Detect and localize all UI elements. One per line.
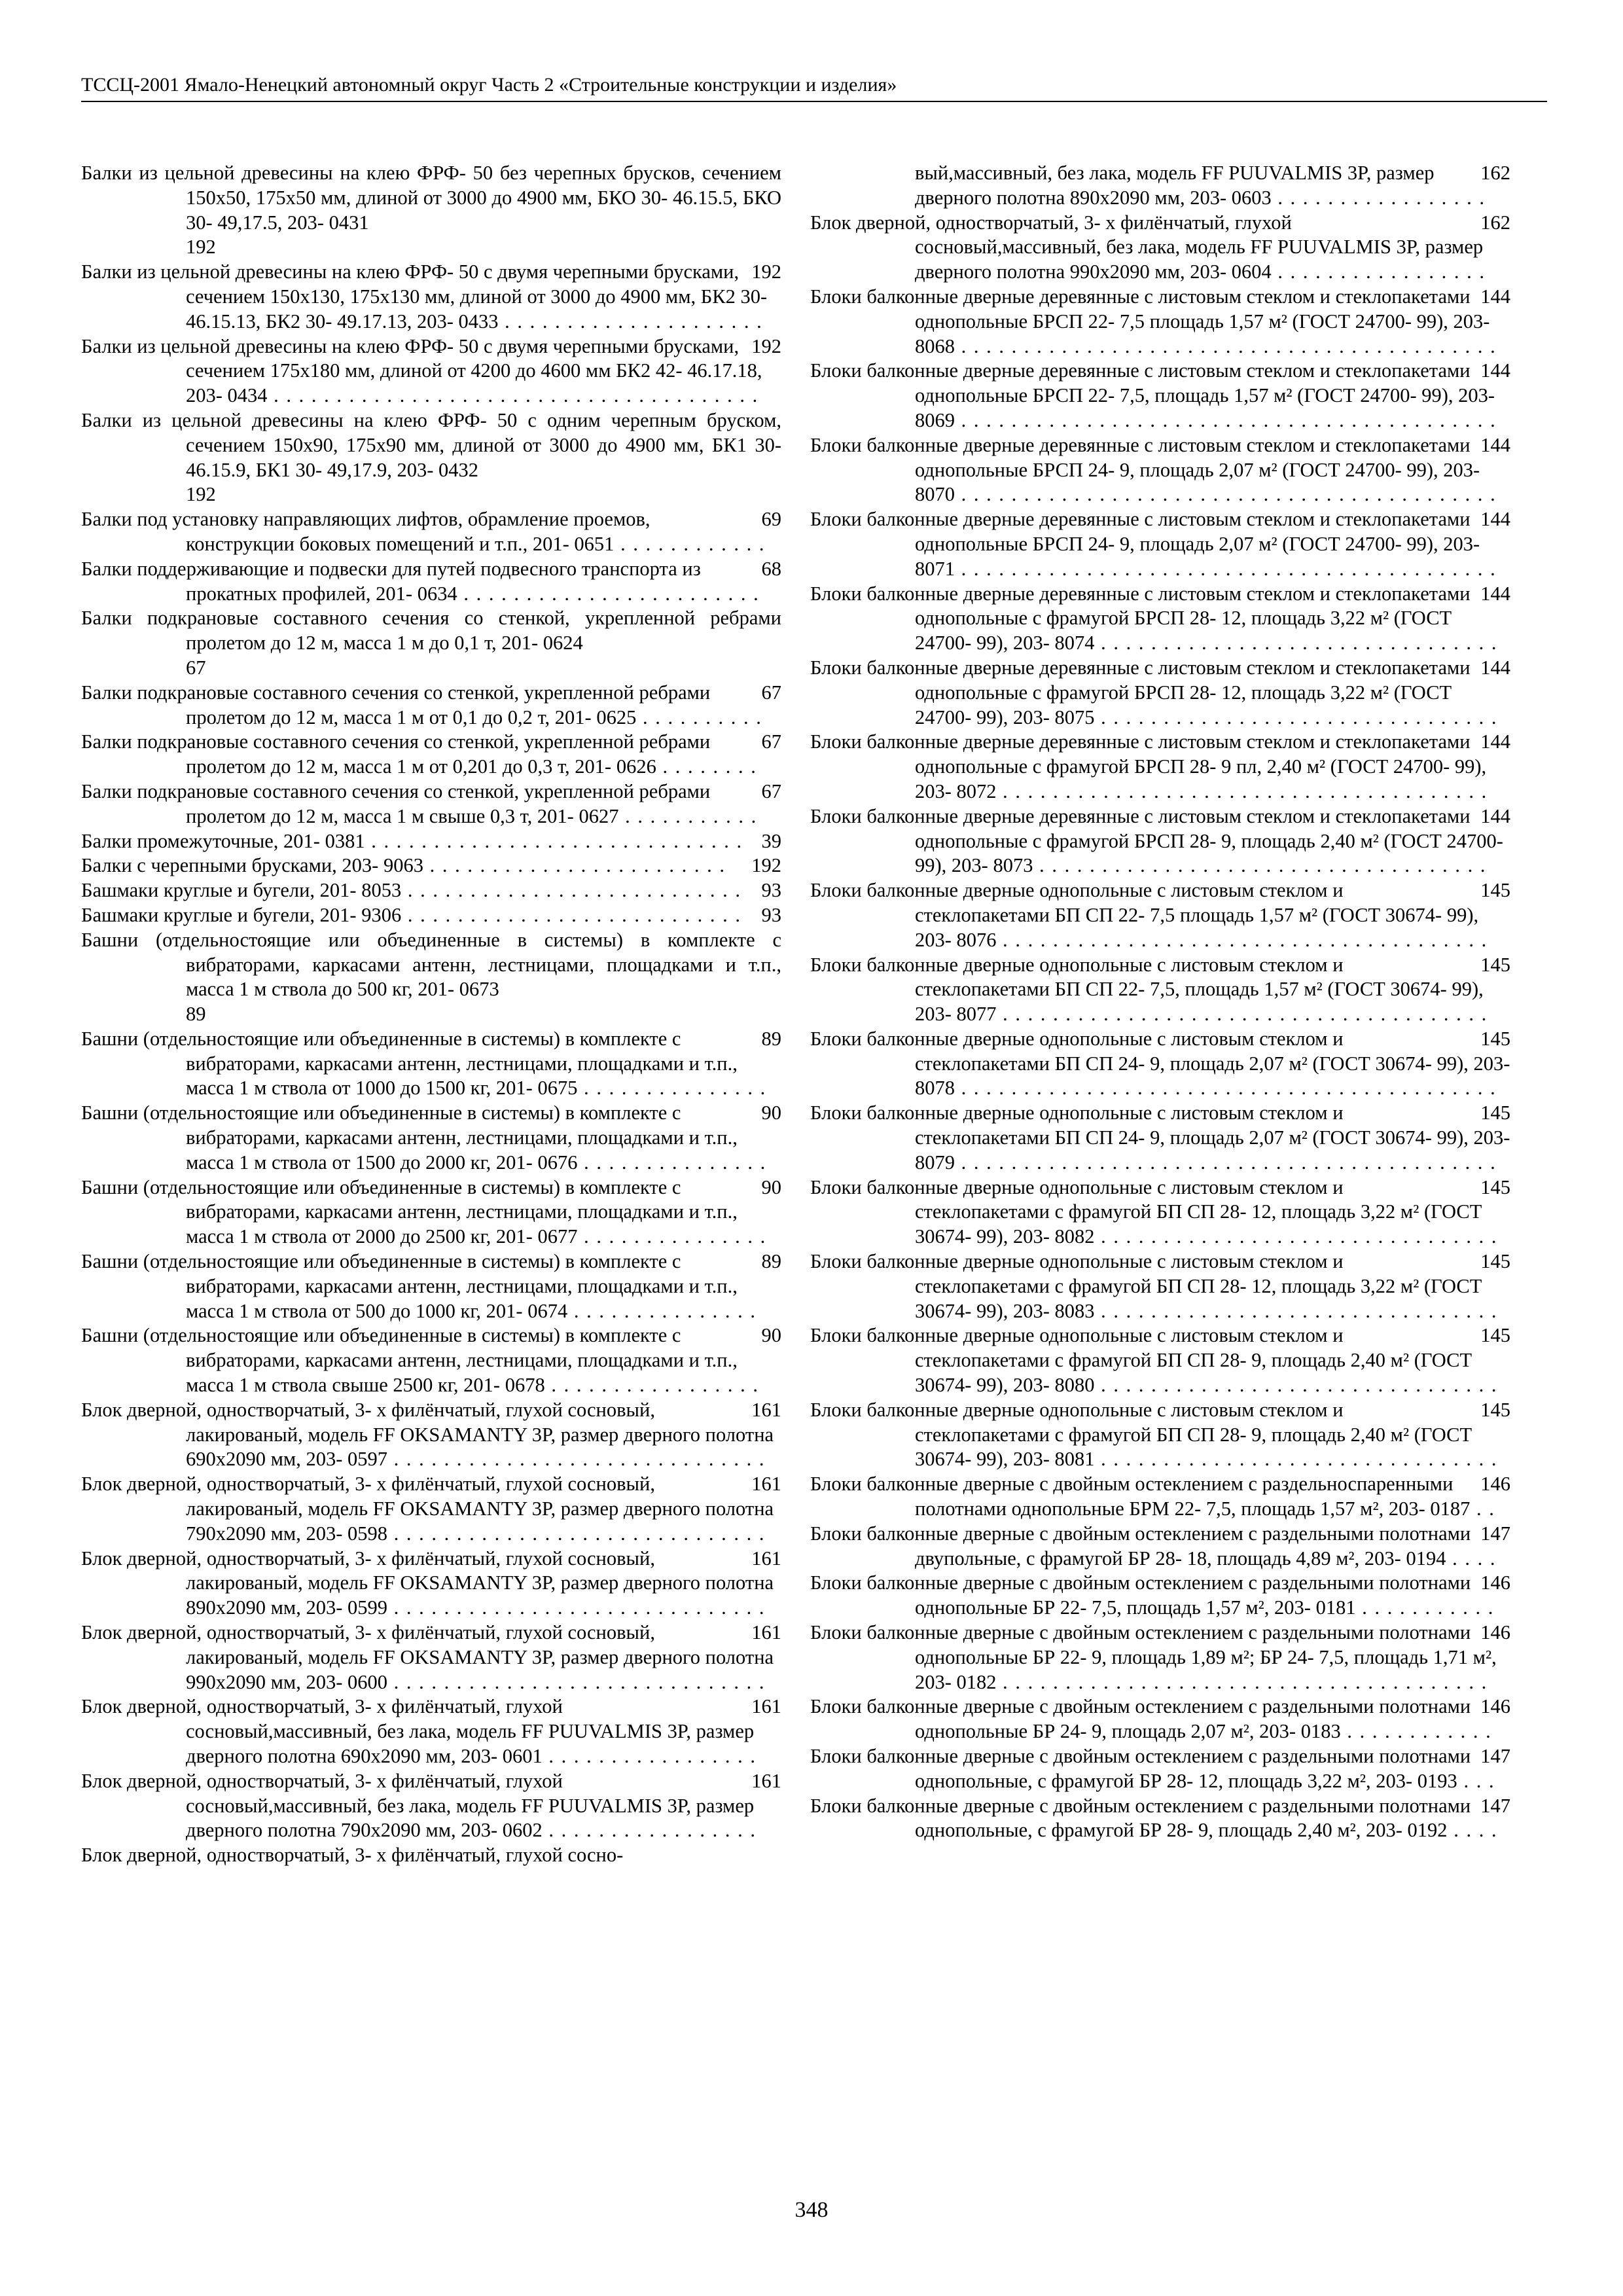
index-entry-page: 147 — [1478, 1794, 1510, 1819]
page-number: 348 — [794, 2198, 829, 2222]
dot-leader: . . . . . . . . . . . . . . . . . . . . . . . . . . . . . . . . . . . . . . . . . . . — [955, 334, 1497, 357]
index-entry — [810, 1472, 1510, 1522]
dot-leader: . . . . . . . . . . . . — [1340, 1720, 1492, 1743]
dot-leader: . . . . . . . . . . . . . . . — [577, 1151, 767, 1174]
index-entry — [810, 1794, 1510, 1844]
index-entry-text: Блоки балконные дверные деревянные с листовым стеклом и стеклопакетами однопольные БРСП 22- 7,5 площадь 1,57 м² (ГОСТ 24700- 99), 203- 8068 — [810, 285, 1490, 357]
dot-leader: . . . . . . . . — [656, 755, 757, 778]
index-entry-text: Башни (отдельностоящие или объединенные в системы) в комплекте с вибраторами, каркасами антенн, лестницами, площадками и т.п., масса 1 м ствола свыше 2500 кг, 201- 0678 — [81, 1324, 738, 1397]
dot-leader: . . . . . . . . . . . . . . . . . . . . . . . . . . . . . . . . . . . . . . . — [996, 1670, 1488, 1693]
index-entry-page: 147 — [1478, 1744, 1510, 1769]
dot-leader: . . . . . . . . . . . . . . . . . . . . . . . . . . . . . . . . — [1094, 1448, 1498, 1471]
dot-leader: . . . . . . . . . . . . . . . . . . . . . . . . . . . . . . — [387, 1448, 766, 1471]
index-entry — [81, 260, 781, 334]
index-entry — [81, 1843, 781, 1868]
index-entry — [81, 903, 781, 928]
index-entry-page: 89 — [759, 1027, 782, 1052]
index-entry — [81, 1175, 781, 1249]
index-entry — [81, 507, 781, 557]
index-entry — [810, 359, 1510, 433]
dot-leader: . . . . . . . . . . . . . . . — [577, 1077, 767, 1100]
index-entry-text: Блоки балконные дверные деревянные с листовым стеклом и стеклопакетами однопольные с фрамугой БРСП 28- 9 пл, 2,40 м² (ГОСТ 24700- 99), 203- 8072 — [810, 730, 1487, 802]
index-entry — [81, 1769, 781, 1843]
index-entry-text: Башни (отдельностоящие или объединенные в системы) в комплекте с вибраторами, каркасами антенн, лестницами, площадками и т.п., масса 1 м ствола от 500 до 1000 кг, 201- 0674 — [81, 1250, 738, 1322]
index-entry — [810, 730, 1510, 804]
index-entry-text: Балки под установку направляющих лифтов, обрамление проемов, конструкции боковых помещений и т.п., 201- 0651 — [81, 508, 651, 555]
index-entry-text: Блоки балконные дверные однопольные с листовым стеклом и стеклопакетами с фрамугой БП СП 28- 9, площадь 2,40 м² (ГОСТ 30674- 99), 203- 8080 — [810, 1324, 1472, 1397]
dot-leader: . . . . — [1446, 1547, 1497, 1570]
index-entry-text: Блоки балконные дверные с двойным остеклением с раздельными полотнами однопольные БР 24- 9, площадь 2,07 м², 203- 0183 — [810, 1695, 1471, 1743]
index-entry-page: 146 — [1478, 1621, 1510, 1645]
index-entry-text: Блоки балконные дверные деревянные с листовым стеклом и стеклопакетами однопольные БРСП 24- 9, площадь 2,07 м² (ГОСТ 24700- 99), 203- 8071 — [810, 508, 1480, 580]
dot-leader: . . . . . . . . . . . . . . . . . . . . . . . . . . . . . . . . . . . . . . . — [996, 928, 1488, 951]
index-entry — [810, 953, 1510, 1027]
index-entry-page: 161 — [749, 1547, 781, 1571]
index-entry — [81, 853, 781, 878]
index-entry-text: Башмаки круглые и бугели, 201- 8053 — [81, 879, 402, 902]
index-entry-page: 89 — [759, 1249, 782, 1274]
index-entry — [810, 1027, 1510, 1101]
index-entry-page: 145 — [1478, 1027, 1510, 1052]
index-entry-text: Башни (отдельностоящие или объединенные в системы) в комплекте с вибраторами, каркасами антенн, лестницами, площадками и т.п., масса 1 м ствола от 1500 до 2000 кг, 201- 0676 — [81, 1102, 738, 1174]
index-entry-text: Балки подкрановые составного сечения со стенкой, укрепленной ребрами пролетом до 12 м, масса 1 м от 0,201 до 0,3 т, 201- 0626 — [81, 730, 711, 778]
dot-leader: . . . . . . . . . . . . . . . . . . . . . . . . . . . — [401, 903, 741, 926]
index-entry — [81, 1695, 781, 1768]
index-entry — [81, 780, 781, 829]
index-entry — [81, 1101, 781, 1175]
index-entry-page: 146 — [1478, 1571, 1510, 1596]
index-entry — [810, 1621, 1510, 1695]
index-entry — [810, 1695, 1510, 1744]
index-entry — [810, 161, 1510, 211]
dot-leader: . . . . . . . . . . . . . . . . . — [544, 1374, 759, 1397]
index-entry-page: 90 — [759, 1175, 782, 1200]
index-entry — [81, 1249, 781, 1323]
dot-leader: . . . . . . . . . . . . . . . . . . . . . . . . — [423, 854, 726, 877]
dot-leader: . . — [1470, 1498, 1495, 1520]
index-entry-page: 161 — [749, 1472, 781, 1497]
index-entry-page: 67 — [759, 780, 782, 804]
dot-leader: . . . . . . . . . . . . . . . . . . . . . . . . . . . . . . . . . . . . . . . . . . . — [955, 1151, 1497, 1174]
index-entry — [810, 1323, 1510, 1397]
index-entry-text: Блоки балконные дверные однопольные с листовым стеклом и стеклопакетами БП СП 22- 7,5, площадь 1,57 м² (ГОСТ 30674- 99), 203- 8077 — [810, 953, 1484, 1026]
index-entry — [81, 557, 781, 607]
index-entry-text: Балки подкрановые составного сечения со стенкой, укрепленной ребрами пролетом до 12 м, масса 1 м до 0,1 т, 201- 0624 — [81, 607, 781, 655]
index-entry-text: Башмаки круглые и бугели, 201- 9306 — [81, 903, 402, 926]
dot-leader: . . . . . . . . . . . — [1355, 1596, 1495, 1619]
dot-leader: . . . . . . . . . . . . . . . . . — [542, 1745, 757, 1767]
index-entry-text: Блоки балконные дверные с двойным остеклением с раздельноспаренными полотнами однопольные БРМ 22- 7,5, площадь 1,57 м², 203- 0187 — [810, 1473, 1471, 1520]
index-entry-page: 145 — [1478, 1249, 1510, 1274]
index-entry-text: Блоки балконные дверные с двойным остеклением с раздельными полотнами однопольные БР 22- 9, площадь 1,89 м²; БР 24- 7,5, площадь 1,71 м², 203- 0182 — [810, 1621, 1497, 1693]
index-entry-text: Блоки балконные дверные с двойным остеклением с раздельными полотнами однопольные БР 22- 7,5, площадь 1,57 м², 203- 0181 — [810, 1571, 1471, 1619]
index-entry-page: 93 — [759, 878, 782, 903]
dot-leader: . . . . . . . . . . . — [618, 804, 758, 827]
index-entry-text: Балки подкрановые составного сечения со стенкой, укрепленной ребрами пролетом до 12 м, масса 1 м от 0,1 до 0,2 т, 201- 0625 — [81, 681, 711, 728]
dot-leader: . . . . . . . . . . . . . . . . . . . . . . . . . . . . . . . . . . . . . . . . . . . — [955, 1077, 1497, 1100]
dot-leader: . . . . . . . . . . . . . . . . . — [1271, 186, 1486, 209]
index-entry-text: Блок дверной, одностворчатый, 3- х филёнчатый, глухой сосновый, лакированый, модель FF OKSAMANTY 3P, размер дверного полотна 690х2090 мм, 203- 0597 — [81, 1398, 774, 1471]
index-entry — [810, 804, 1510, 878]
index-entry-page: 93 — [759, 903, 782, 928]
index-entry-page: 144 — [1478, 730, 1510, 755]
dot-leader: . . . . . . . . . . . . . . . . . . . . . . . . . . . . . . . . — [1094, 706, 1498, 728]
index-entry-text: Блоки балконные дверные однопольные с листовым стеклом и стеклопакетами БП СП 22- 7,5 площадь 1,57 м² (ГОСТ 30674- 99), 203- 8076 — [810, 879, 1479, 951]
index-entry-page: 145 — [1478, 1175, 1510, 1200]
index-entry-text: Балки из цельной древесины на клею ФРФ- 50 с двумя черепными брусками, сечением 175х180 мм, длиной от 4200 до 4600 мм БК2 42- 46.17.18, 203- 0434 — [81, 334, 762, 407]
dot-leader: . . . . . . . . . . . . . . . . . . . . . . . . . . . . . . . . . . . . — [1033, 854, 1487, 877]
index-entry — [81, 730, 781, 780]
dot-leader: . . . . . . . . . . . . . . . . . . . . . . . . . . . — [401, 879, 741, 902]
dot-leader: . . . . . . . . . . . . . . . . . . . . . . . . . . . . . . — [387, 1596, 766, 1619]
index-entry — [81, 408, 781, 507]
dot-leader: . . . . . . . . . . . . . . . . . . . . . . . . . . . . . . . . . . . . . . . — [267, 384, 759, 407]
index-entry-page: 69 — [759, 507, 782, 532]
index-entry-page: 144 — [1478, 804, 1510, 829]
index-entry — [810, 211, 1510, 285]
index-entry-page: 144 — [1478, 433, 1510, 458]
index-entry-page: 192 — [749, 853, 781, 878]
index-entry-text: Блоки балконные дверные деревянные с листовым стеклом и стеклопакетами однопольные с фрамугой БРСП 28- 12, площадь 3,22 м² (ГОСТ 24700- 99), 203- 8075 — [810, 656, 1471, 728]
index-entry-page: 89 — [186, 1003, 206, 1026]
index-column-left — [81, 161, 781, 1868]
index-entry — [81, 334, 781, 408]
index-entry — [810, 1522, 1510, 1571]
index-entry — [81, 1027, 781, 1101]
index-entry — [81, 878, 781, 903]
index-entry-page: 192 — [749, 260, 781, 285]
index-entry-text: Блоки балконные дверные однопольные с листовым стеклом и стеклопакетами с фрамугой БП СП 28- 9, площадь 2,40 м² (ГОСТ 30674- 99), 203- 8081 — [810, 1398, 1472, 1471]
index-entry — [81, 1323, 781, 1397]
index-entry-page: 144 — [1478, 507, 1510, 532]
index-entry-page: 161 — [749, 1398, 781, 1423]
index-entry-text: Балки с черепными брусками, 203- 9063 — [81, 854, 423, 877]
index-entry-page: 145 — [1478, 953, 1510, 978]
index-entry-page: 161 — [749, 1621, 781, 1645]
index-entry-text: Балки из цельной древесины на клею ФРФ- 50 с одним черепным бруском, сечением 150х90, 175х90 мм, длиной от 3000 до 4900 мм, БК1 30- 46.15.9, БК1 30- 49,17.9, 203- 0432 — [81, 408, 781, 481]
index-entry — [810, 1249, 1510, 1323]
dot-leader: . . . . — [1447, 1819, 1498, 1842]
index-entry — [81, 606, 781, 680]
index-entry-page: 192 — [186, 236, 216, 259]
dot-leader: . . . . . . . . . . — [636, 706, 762, 728]
index-entry-text: Блоки балконные дверные однопольные с листовым стеклом и стеклопакетами БП СП 24- 9, площадь 2,07 м² (ГОСТ 30674- 99), 203- 8079 — [810, 1102, 1510, 1174]
dot-leader: . . . . . . . . . . . . . . . . . . . . . . . . . . . . . . . . . . . . . . . . . . . — [955, 557, 1497, 580]
dot-leader: . . . . . . . . . . . . . . . . . . . . . . . . . . . . . . . . . . . . . . . . . . . — [955, 483, 1497, 506]
dot-leader: . . . . . . . . . . . . . . . . . . . . . . . . . . . . . . . . . . . . . . . — [996, 780, 1488, 802]
index-entry — [810, 1398, 1510, 1472]
index-entry-text: Блоки балконные дверные с двойным остеклением с раздельными полотнами однопольные, с фрамугой БР 28- 12, площадь 3,22 м², 203- 0193 — [810, 1745, 1471, 1792]
index-entry-page: 144 — [1478, 359, 1510, 384]
dot-leader: . . . . . . . . . . . . . . . . . . . . . . . . . . . . . . . . — [1094, 1225, 1498, 1248]
index-entry-text: Блоки балконные дверные с двойным остеклением с раздельными полотнами однопольные, с фрамугой БР 28- 9, площадь 2,40 м², 203- 0192 — [810, 1794, 1471, 1842]
index-entry-text: Блок дверной, одностворчатый, 3- х филёнчатый, глухой сосновый, лакированый, модель FF OKSAMANTY 3P, размер дверного полотна 790х2090 мм, 203- 0598 — [81, 1473, 774, 1545]
index-entry — [81, 161, 781, 260]
index-entry-text: Башни (отдельностоящие или объединенные в системы) в комплекте с вибраторами, каркасами антенн, лестницами, площадками и т.п., масса 1 м ствола от 1000 до 1500 кг, 201- 0675 — [81, 1027, 738, 1100]
index-entry-page: 145 — [1478, 878, 1510, 903]
index-entry-page: 145 — [1478, 1398, 1510, 1423]
dot-leader: . . . . . . . . . . . . . . . . . . . . . . . . . . . . . . — [365, 829, 743, 852]
index-entry — [810, 285, 1510, 359]
index-entry-page: 68 — [759, 557, 782, 582]
index-entry — [810, 1175, 1510, 1249]
index-entry-page: 192 — [186, 483, 216, 506]
index-entry-page: 67 — [759, 681, 782, 706]
index-entry-text: Блок дверной, одностворчатый, 3- х филёнчатый, глухой сосновый,массивный, без лака, модель FF PUUVALMIS 3P, размер дверного полотна 690х2090 мм, 203- 0601 — [81, 1695, 755, 1767]
index-entry-page: 90 — [759, 1323, 782, 1348]
index-entry-text: Башни (отдельностоящие или объединенные в системы) в комплекте с вибраторами, каркасами антенн, лестницами, площадками и т.п., масса 1 м ствола до 500 кг, 201- 0673 — [81, 928, 781, 1001]
index-entry-text: Блоки балконные дверные однопольные с листовым стеклом и стеклопакетами с фрамугой БП СП 28- 12, площадь 3,22 м² (ГОСТ 30674- 99), 203- 8082 — [810, 1175, 1482, 1248]
index-entry — [81, 1621, 781, 1695]
index-entry-text: Блок дверной, одностворчатый, 3- х филёнчатый, глухой сосновый, лакированый, модель FF OKSAMANTY 3P, размер дверного полотна 890х2090 мм, 203- 0599 — [81, 1547, 774, 1619]
index-entry-page: 144 — [1478, 582, 1510, 607]
index-entry-page: 144 — [1478, 656, 1510, 681]
dot-leader: . . . . . . . . . . . . . . . — [577, 1225, 767, 1248]
index-entry — [81, 928, 781, 1027]
index-entry-text: Блоки балконные дверные деревянные с листовым стеклом и стеклопакетами однопольные БРСП 22- 7,5, площадь 1,57 м² (ГОСТ 24700- 99), 203- 8069 — [810, 359, 1495, 431]
index-entry-page: 162 — [1478, 161, 1510, 186]
index-entry-page: 145 — [1478, 1323, 1510, 1348]
index-entry — [810, 1571, 1510, 1621]
dot-leader: . . . . . . . . . . . . . . . . . . . . . . . . . . . . . . — [387, 1670, 766, 1693]
index-entry-page: 67 — [759, 730, 782, 755]
dot-leader: . . . — [1457, 1769, 1495, 1792]
index-entry — [810, 582, 1510, 656]
index-entry-text: Балки промежуточные, 201- 0381 — [81, 829, 365, 852]
index-entry-text: Балки поддерживающие и подвески для путей подвесного транспорта из прокатных профилей, 201- 0634 — [81, 557, 701, 605]
index-entry-text: вый,массивный, без лака, модель FF PUUVALMIS 3P, размер дверного полотна 890х2090 мм, 203- 0603 — [915, 162, 1435, 209]
index-entry — [810, 1101, 1510, 1175]
index-entry-page: 146 — [1478, 1472, 1510, 1497]
index-entry-page: 39 — [759, 829, 782, 854]
dot-leader: . . . . . . . . . . . . . . . . . . . . . . . . . . . . . . . . — [1094, 632, 1498, 655]
index-entry — [810, 507, 1510, 581]
index-entry-text: Балки из цельной древесины на клею ФРФ- 50 с двумя черепными брусками, сечением 150х130, 175х130 мм, длиной от 3000 до 4900 мм, БК2 30- 46.15.13, БК2 30- 49.17.13, 203- 0433 — [81, 260, 768, 332]
index-entry-text: Блок дверной, одностворчатый, 3- х филёнчатый, глухой сосновый, лакированый, модель FF OKSAMANTY 3P, размер дверного полотна 990х2090 мм, 203- 0600 — [81, 1621, 774, 1693]
index-entry-page: 147 — [1478, 1522, 1510, 1547]
index-entry — [810, 1744, 1510, 1794]
dot-leader: . . . . . . . . . . . . . . . . . . . . . — [498, 310, 763, 332]
index-entry-page: 161 — [749, 1769, 781, 1794]
dot-leader: . . . . . . . . . . . . . . . . . . . . . . . . . . . . . . — [387, 1522, 766, 1545]
index-entry-text: Блоки балконные дверные деревянные с листовым стеклом и стеклопакетами однопольные с фрамугой БРСП 28- 12, площадь 3,22 м² (ГОСТ 24700- 99), 203- 8074 — [810, 582, 1471, 655]
running-header: ТССЦ-2001 Ямало-Ненецкий автономный округ Часть 2 «Строительные конструкции и изделия» — [81, 72, 1547, 102]
dot-leader: . . . . . . . . . . . . . . . . . . . . . . . . — [457, 582, 760, 605]
dot-leader: . . . . . . . . . . . . . . . . . — [542, 1819, 757, 1842]
dot-leader: . . . . . . . . . . . . . . . . . . . . . . . . . . . . . . . . . . . . . . . — [996, 1003, 1488, 1026]
index-entry-text: Балки подкрановые составного сечения со стенкой, укрепленной ребрами пролетом до 12 м, масса 1 м свыше 0,3 т, 201- 0627 — [81, 780, 711, 827]
index-entry — [810, 433, 1510, 507]
index-entry-text: Блоки балконные дверные однопольные с листовым стеклом и стеклопакетами с фрамугой БП СП 28- 12, площадь 3,22 м² (ГОСТ 30674- 99), 203- 8083 — [810, 1250, 1482, 1322]
index-entry-page: 146 — [1478, 1695, 1510, 1719]
index-entry-page: 145 — [1478, 1101, 1510, 1126]
index-entry-page: 144 — [1478, 285, 1510, 310]
index-entry-page: 192 — [749, 334, 781, 359]
index-entry — [810, 878, 1510, 952]
dot-leader: . . . . . . . . . . . . . . . . . — [1271, 260, 1486, 283]
dot-leader: . . . . . . . . . . . . . . . — [567, 1299, 757, 1322]
index-entry-text: Блок дверной, одностворчатый, 3- х филёнчатый, глухой сосно- — [81, 1844, 624, 1867]
index-entry — [81, 1472, 781, 1546]
index-entry-page: 67 — [186, 656, 206, 679]
index-column-right — [810, 161, 1510, 1843]
index-entry — [81, 1398, 781, 1472]
index-entry-text: Блоки балконные дверные деревянные с листовым стеклом и стеклопакетами однопольные с фрамугой БРСП 28- 9, площадь 2,40 м² (ГОСТ 24700- 99), 203- 8073 — [810, 804, 1503, 877]
index-entry-text: Башни (отдельностоящие или объединенные в системы) в комплекте с вибраторами, каркасами антенн, лестницами, площадками и т.п., масса 1 м ствола от 2000 до 2500 кг, 201- 0677 — [81, 1175, 738, 1248]
index-entry — [81, 681, 781, 730]
index-entry-text: Блоки балконные дверные однопольные с листовым стеклом и стеклопакетами БП СП 24- 9, площадь 2,07 м² (ГОСТ 30674- 99), 203- 8078 — [810, 1027, 1510, 1100]
index-entry — [810, 656, 1510, 730]
dot-leader: . . . . . . . . . . . . . . . . . . . . . . . . . . . . . . . . — [1094, 1374, 1498, 1397]
index-entry-text: Балки из цельной древесины на клею ФРФ- 50 без черепных брусков, сечением 150х50, 175х50 мм, длиной от 3000 до 4900 мм, БКО 30- 46.15.5, БКО 30- 49,17.5, 203- 0431 — [81, 162, 781, 234]
index-entry — [81, 1547, 781, 1621]
index-entry-text: Блоки балконные дверные деревянные с листовым стеклом и стеклопакетами однопольные БРСП 24- 9, площадь 2,07 м² (ГОСТ 24700- 99), 203- 8070 — [810, 433, 1480, 506]
index-entry-page: 90 — [759, 1101, 782, 1126]
index-entry-text: Блоки балконные дверные с двойным остеклением с раздельными полотнами двупольные, с фрамугой БР 28- 18, площадь 4,89 м², 203- 0194 — [810, 1522, 1471, 1570]
dot-leader: . . . . . . . . . . . . — [614, 532, 766, 555]
index-entry-text: Блок дверной, одностворчатый, 3- х филёнчатый, глухой сосновый,массивный, без лака, модель FF PUUVALMIS 3P, размер дверного полотна 790х2090 мм, 203- 0602 — [81, 1769, 755, 1842]
index-entry-text: Блок дверной, одностворчатый, 3- х филёнчатый, глухой сосновый,массивный, без лака, модель FF PUUVALMIS 3P, размер дверного полотна 990х2090 мм, 203- 0604 — [810, 211, 1484, 283]
index-entry-page: 161 — [749, 1695, 781, 1719]
dot-leader: . . . . . . . . . . . . . . . . . . . . . . . . . . . . . . . . . . . . . . . . . . . — [955, 408, 1497, 431]
index-entry-page: 162 — [1478, 211, 1510, 236]
dot-leader: . . . . . . . . . . . . . . . . . . . . . . . . . . . . . . . . — [1094, 1299, 1498, 1322]
index-entry — [81, 829, 781, 854]
